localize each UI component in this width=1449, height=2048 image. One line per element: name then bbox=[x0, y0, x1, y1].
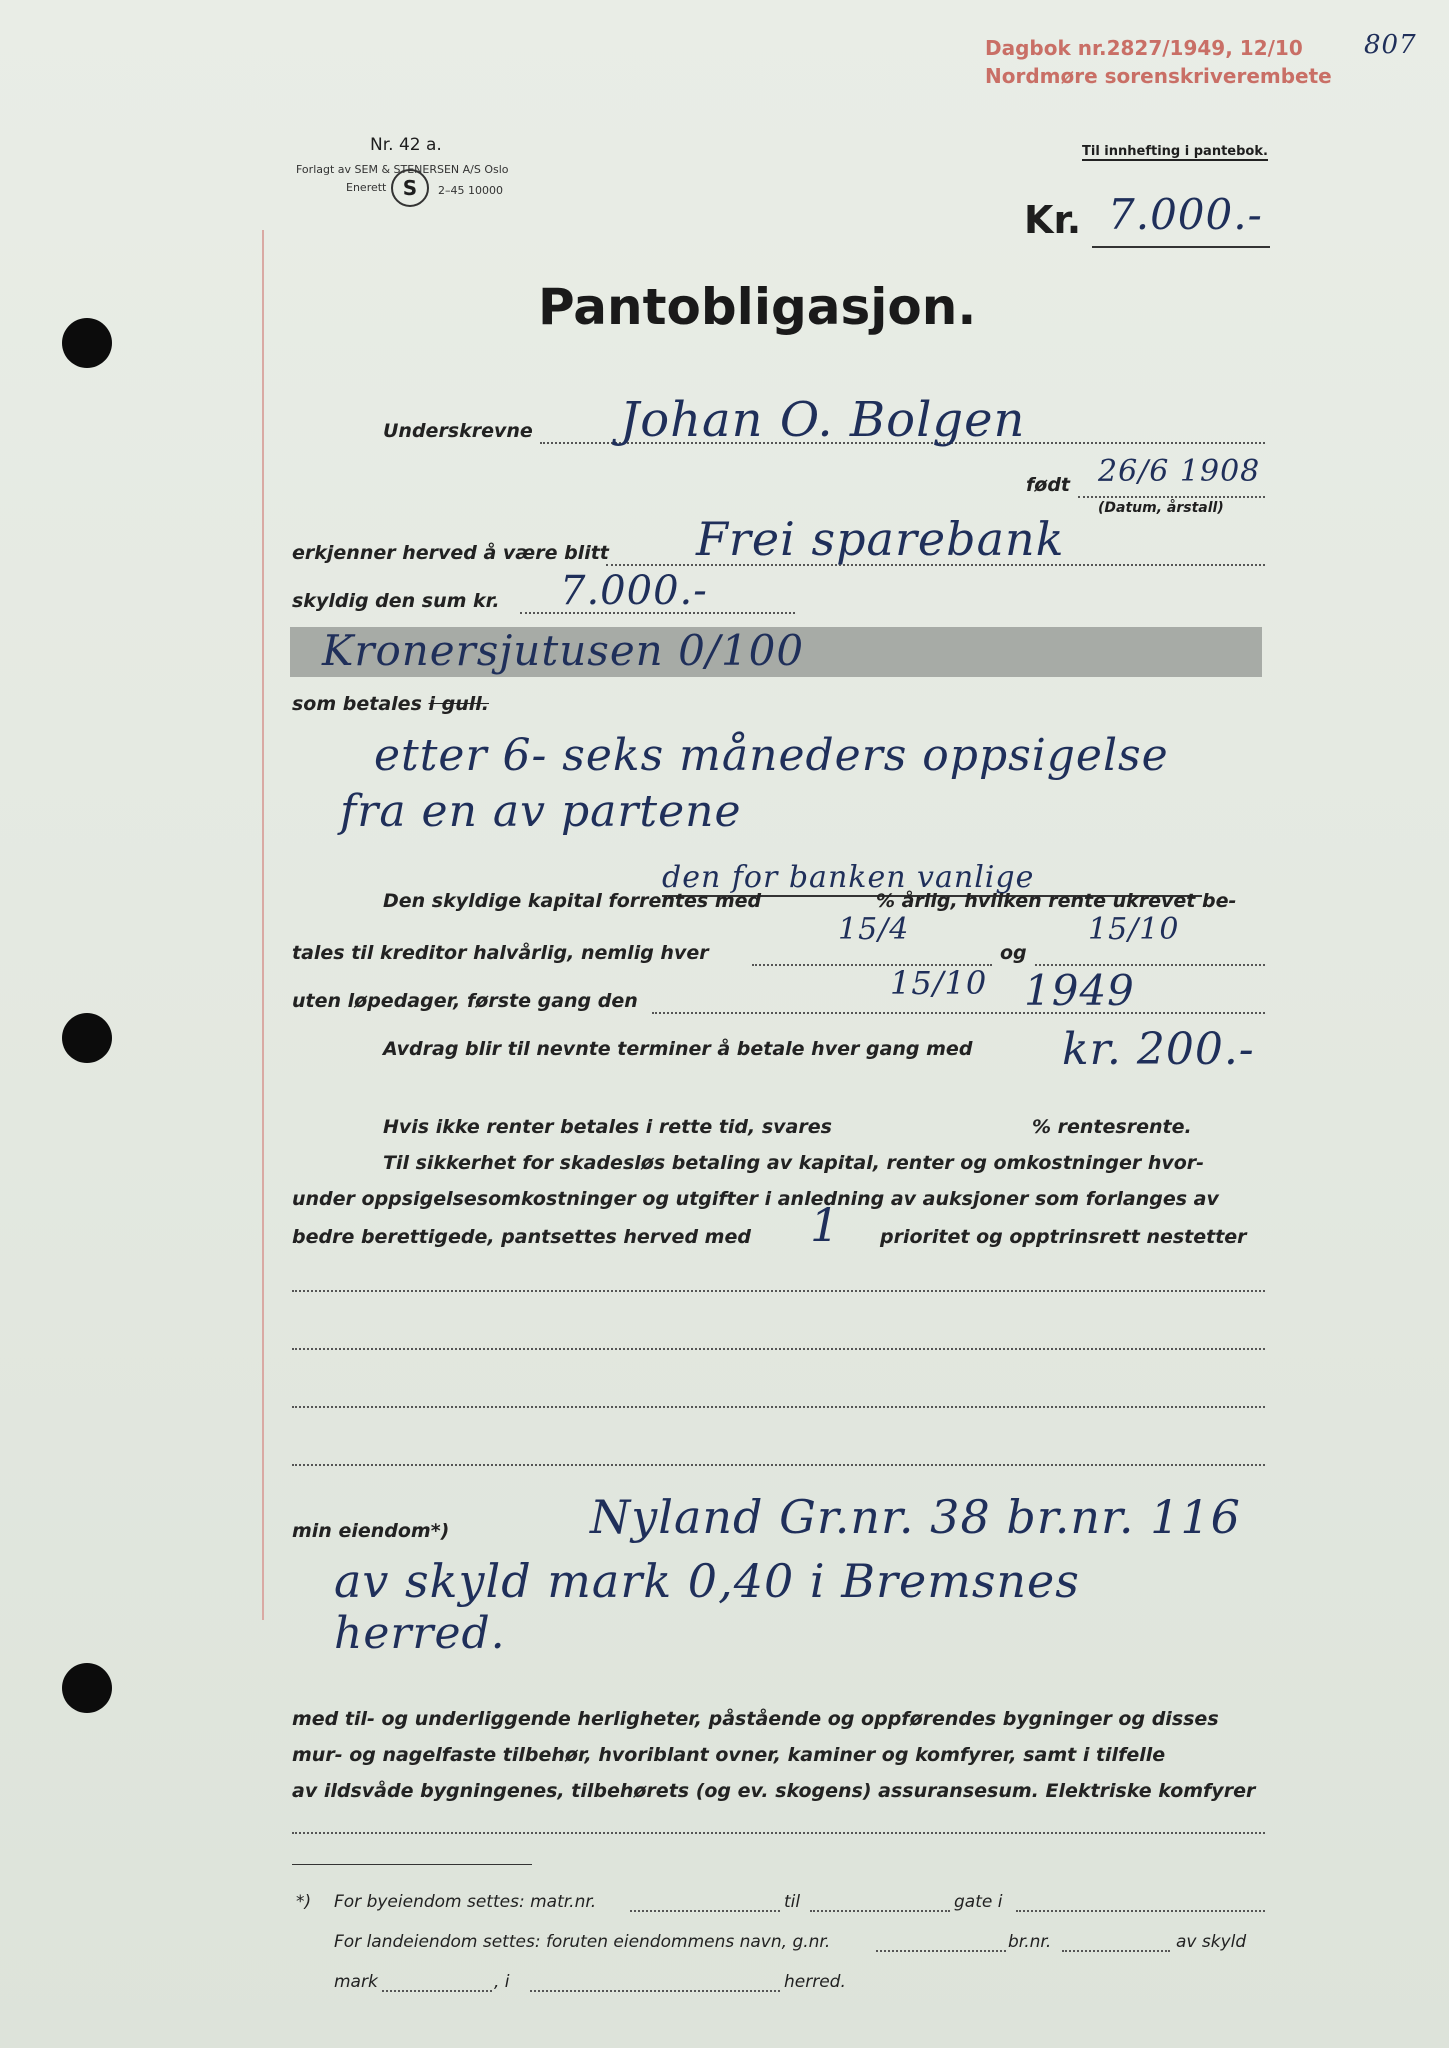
footnote-line1-b: til bbox=[784, 1892, 801, 1912]
first-payment-date: 15/10 bbox=[890, 964, 988, 1002]
payment-terms-line1: etter 6- seks måneders oppsigelse bbox=[374, 730, 1169, 781]
security-line2: under oppsigelsesomkostninger og utgifter i anledning av auksjoner som forlanges av bbox=[292, 1188, 1219, 1210]
form-number: Nr. 42 a. bbox=[370, 135, 442, 155]
dotted-line bbox=[530, 1990, 780, 1992]
born-label: født bbox=[1026, 474, 1071, 496]
acknowledge-label: erkjenner herved å være blitt bbox=[292, 542, 609, 564]
property-line3: herred. bbox=[334, 1608, 506, 1659]
owe-label: skyldig den sum kr. bbox=[292, 590, 500, 612]
binding-note: Til innhefting i pantebok. bbox=[1082, 144, 1268, 159]
closing-line2: mur- og nagelfaste tilbehør, hvoriblant ovner, kaminer og komfyrer, samt i tilfelle bbox=[292, 1744, 1166, 1766]
penalty-interest-b: % rentesrente. bbox=[1032, 1116, 1192, 1138]
footnote-line2-a: For landeiendom settes: foruten eiendommens navn, g.nr. bbox=[334, 1932, 831, 1952]
property-line2: av skyld mark 0,40 i Bremsnes bbox=[334, 1554, 1080, 1608]
paid-struck-text: i gull. bbox=[428, 693, 489, 715]
dotted-line bbox=[876, 1950, 1006, 1952]
property-line1: Nyland Gr.nr. 38 br.nr. 116 bbox=[590, 1490, 1241, 1544]
footnote-line1-a: For byeiendom settes: matr.nr. bbox=[334, 1892, 597, 1912]
footnote-rule bbox=[292, 1864, 532, 1865]
dotted-line bbox=[292, 1290, 1265, 1292]
property-label: min eiendom*) bbox=[292, 1520, 450, 1542]
footnote-line1-c: gate i bbox=[954, 1892, 1003, 1912]
dotted-line bbox=[1078, 496, 1265, 498]
page-number: 807 bbox=[1364, 30, 1417, 60]
footnote-line3-a: mark bbox=[334, 1972, 378, 1992]
amount-underline bbox=[1092, 246, 1270, 248]
publisher-line2: Enerett bbox=[346, 181, 387, 194]
interest-line2-a: tales til kreditor halvårlig, nemlig hver bbox=[292, 942, 709, 964]
amount-value: 7.000.- bbox=[1108, 190, 1263, 239]
interest-date-2: 15/10 bbox=[1088, 912, 1180, 947]
punch-hole bbox=[62, 1013, 112, 1063]
first-payment-year: 1949 bbox=[1024, 966, 1135, 1015]
dotted-line bbox=[382, 1990, 492, 1992]
registry-stamp-line1: Dagbok nr.2827/1949, 12/10 bbox=[985, 36, 1303, 60]
interest-rate-handwritten: den for banken vanlige bbox=[662, 860, 1035, 895]
footnote-marker: *) bbox=[296, 1892, 312, 1912]
footnote-line2-b: br.nr. bbox=[1008, 1932, 1052, 1952]
closing-line1: med til- og underliggende herligheter, påstående og oppførendes bygninger og disses bbox=[292, 1708, 1219, 1730]
margin-rule bbox=[262, 230, 264, 1620]
dotted-line bbox=[292, 1348, 1265, 1350]
undersigned-label: Underskrevne bbox=[383, 420, 533, 442]
payment-terms-line2: fra en av partene bbox=[340, 786, 742, 837]
footnote-line3-c: herred. bbox=[784, 1972, 846, 1992]
footnote-line3-b: , i bbox=[494, 1972, 510, 1992]
closing-line3: av ildsvåde bygningenes, tilbehørets (og ev. skogens) assuransesum. Elektriske komfyrer bbox=[292, 1780, 1256, 1802]
amount-label: Kr. bbox=[1024, 198, 1082, 242]
interest-date-1: 15/4 bbox=[838, 912, 910, 947]
publisher-code: 2–45 10000 bbox=[438, 184, 503, 197]
born-hint: (Datum, årstall) bbox=[1098, 500, 1224, 516]
interest-line1-a: Den skyldige kapital forrentes med bbox=[383, 890, 762, 912]
undersigned-name: Johan O. Bolgen bbox=[620, 392, 1026, 448]
dotted-line bbox=[810, 1910, 950, 1912]
interest-line1-b: % årlig, hvilken rente ukrevet be- bbox=[876, 890, 1237, 912]
dotted-line bbox=[292, 1406, 1265, 1408]
publisher-line1: Forlagt av SEM & STENERSEN A/S Oslo bbox=[296, 163, 509, 176]
paid-label-text: som betales bbox=[292, 693, 422, 715]
security-line3-b: prioritet og opptrinsrett nestetter bbox=[880, 1226, 1247, 1248]
security-line3-a: bedre berettigede, pantsettes herved med bbox=[292, 1226, 751, 1248]
punch-hole bbox=[62, 318, 112, 368]
owe-amount: 7.000.- bbox=[560, 568, 708, 614]
dotted-line bbox=[292, 1464, 1265, 1466]
publisher-logo: S bbox=[391, 169, 429, 207]
dotted-line bbox=[292, 1832, 1265, 1834]
dotted-line bbox=[630, 1910, 780, 1912]
interest-line3-a: uten løpedager, første gang den bbox=[292, 990, 638, 1012]
dotted-line bbox=[652, 1012, 1265, 1014]
penalty-interest-a: Hvis ikke renter betales i rette tid, svares bbox=[383, 1116, 832, 1138]
paid-label bbox=[292, 693, 489, 715]
priority-value: 1 bbox=[810, 1198, 841, 1252]
footnote-line2-c: av skyld bbox=[1176, 1932, 1247, 1952]
installment-label: Avdrag blir til nevnte terminer å betale hver gang med bbox=[383, 1038, 973, 1060]
registry-stamp-line2: Nordmøre sorenskriverembete bbox=[985, 64, 1332, 88]
dotted-line bbox=[1016, 1910, 1265, 1912]
interest-line2-b: og bbox=[1000, 942, 1027, 964]
dotted-line bbox=[1062, 1950, 1170, 1952]
page-title: Pantobligasjon. bbox=[538, 278, 977, 336]
amount-in-words: Kronersjutusen 0/100 bbox=[322, 626, 805, 675]
installment-amount: kr. 200.- bbox=[1062, 1024, 1255, 1075]
security-line1: Til sikkerhet for skadesløs betaling av kapital, renter og omkostninger hvor- bbox=[383, 1152, 1205, 1174]
born-date: 26/6 1908 bbox=[1098, 454, 1261, 489]
punch-hole bbox=[62, 1663, 112, 1713]
creditor-name: Frei sparebank bbox=[696, 512, 1065, 566]
